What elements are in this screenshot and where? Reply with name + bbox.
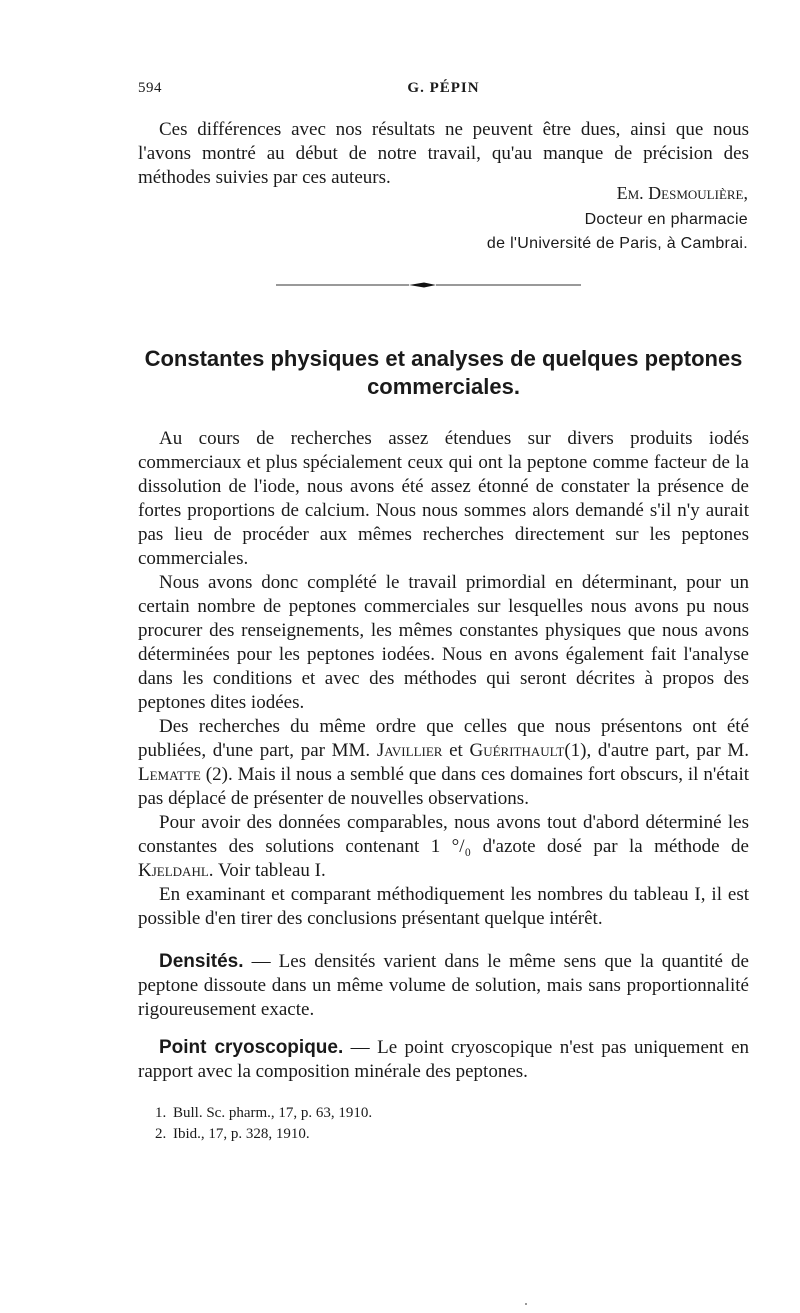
- author-name: Kjeldahl: [138, 860, 209, 881]
- body-text: [138, 427, 749, 931]
- author-name: Javillier: [376, 740, 443, 761]
- paragraph-2: Nous avons donc complété le travail primordial en déterminant, pour un certain nombre de peptones commerciales sur lesquelles nous avons pu nous procurer des renseignements, les mêmes constantes physiques que nous avons déterminées pour les peptones iodées. Nous en avons également fait l'analyse dans les conditions et avec des méthodes qui seront décrites à propos des peptones dites iodées.: [138, 572, 749, 713]
- footnotes: [155, 1103, 372, 1145]
- author-name: Guérithault: [469, 740, 565, 761]
- section-title: Constantes physiques et analyses de quelques peptones commerciales.: [144, 346, 743, 399]
- densites-block: [138, 950, 749, 1022]
- running-head: G. PÉPIN: [407, 80, 480, 96]
- point-cryoscopique-block: [138, 1036, 749, 1084]
- point-cryoscopique-label: Point cryoscopique.: [159, 1037, 344, 1058]
- intro-paragraph: Ces différences avec nos résultats ne peuvent être dues, ainsi que nous l'avons montré au début de notre travail, qu'au manque de précision des méthodes suivies par ces auteurs.: [138, 119, 749, 188]
- point-cryoscopique-paragraph: Point cryoscopique. — Le point cryoscopique n'est pas uniquement en rapport avec la composition minérale des peptones.: [138, 1037, 750, 1082]
- footnote-ref: (2): [200, 764, 228, 785]
- page-number: 594: [138, 80, 162, 96]
- densites-label: Densités.: [159, 951, 244, 972]
- intro-paragraph-block: [138, 118, 749, 190]
- page-header: [138, 80, 749, 104]
- footnote-2: 2. Ibid., 17, p. 328, 1910.: [155, 1126, 310, 1142]
- footnote-ref: (1): [564, 740, 587, 761]
- signature-name: Em. Desmoulière,: [616, 183, 748, 203]
- paragraph-1: Au cours de recherches assez étendues sur divers produits iodés commerciaux et plus spécialement ceux qui ont la peptone comme facteur de la dissolution de l'iode, nous avons été assez étonné de constater la présence de fortes proportions de calcium. Nous nous sommes alors demandé s'il n'y aurait pas lieu de procéder aux mêmes recherches directement sur les peptones commerciales.: [138, 428, 749, 569]
- paragraph-3: Des recherches du même ordre que celles que nous présentons ont été publiées, d'une part, par MM. Javillier et Guérithault(1), d'autre part, par M. Lematte (2). Mais il nous a semblé que dans ces domaines fort obscurs, il n'était pas déplacé de présenter de nouvelles observations.: [138, 716, 749, 809]
- signature-affiliation: de l'Université de Paris, à Cambrai.: [486, 235, 748, 252]
- paragraph-4: Pour avoir des données comparables, nous avons tout d'abord déterminé les constantes des solutions contenant 1 °/₀ d'azote dosé par la méthode de Kjeldahl. Voir tableau I.: [138, 812, 749, 881]
- densites-paragraph: Densités. — Les densités varient dans le même sens que la quantité de peptone dissoute dans un même volume de solution, mais sans proportionnalité rigoureusement exacte.: [138, 951, 749, 1020]
- signature-title: Docteur en pharmacie: [584, 211, 748, 228]
- scan-speck: [525, 1303, 527, 1305]
- paragraph-5: En examinant et comparant méthodiquement les nombres du tableau I, il est possible d'en tirer des conclusions présentant quelque intérêt.: [138, 884, 749, 929]
- author-name: Lematte: [138, 764, 201, 785]
- footnote-1: 1. Bull. Sc. pharm., 17, p. 63, 1910.: [155, 1105, 373, 1121]
- section-divider-ornament: [276, 279, 581, 291]
